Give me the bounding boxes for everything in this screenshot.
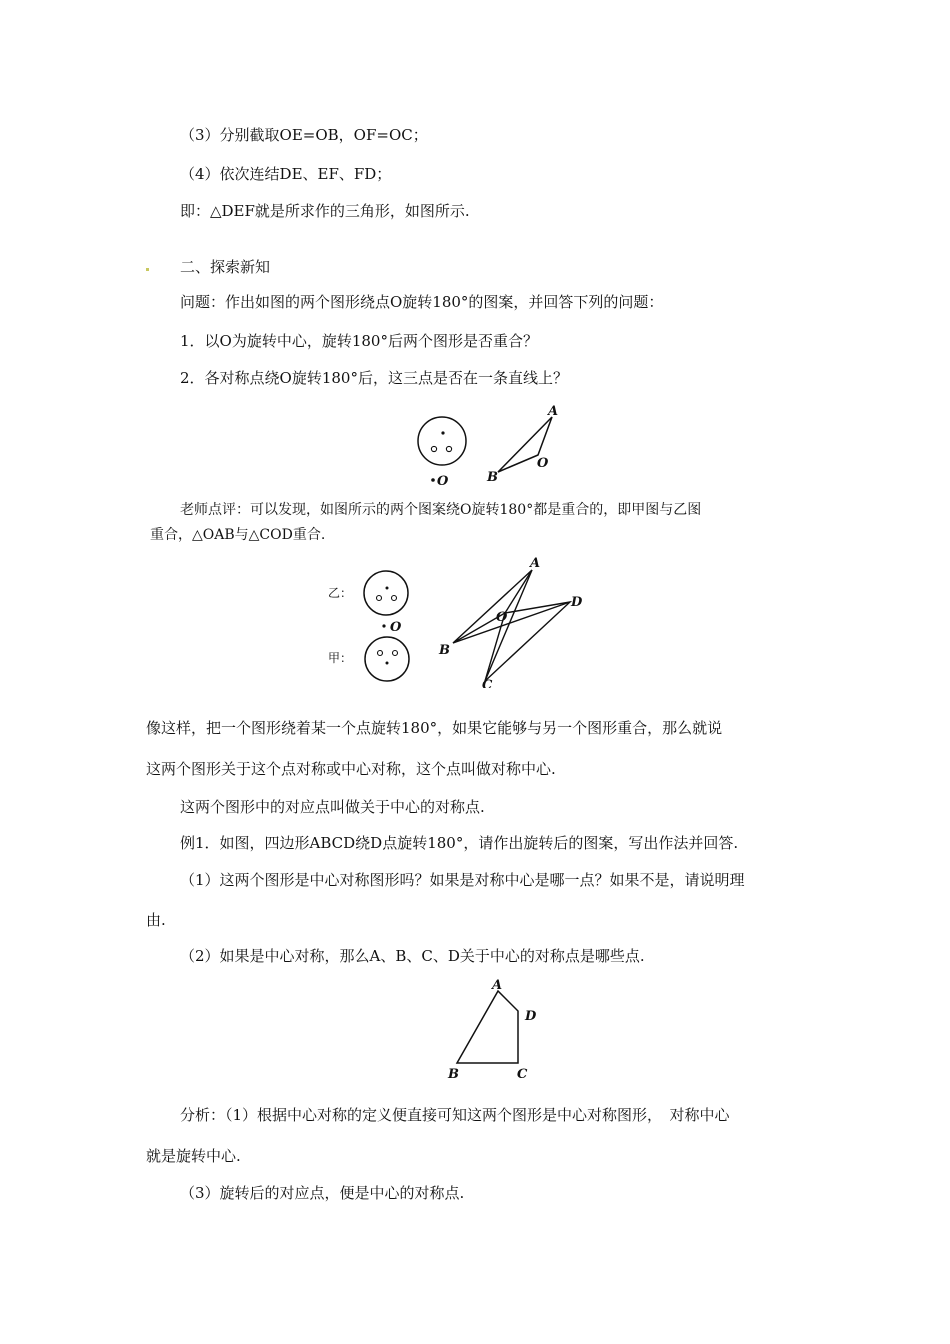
triangle-OAB [453, 570, 532, 643]
text-teacher-comment-2: 重合，△OAB与△COD重合. [150, 527, 326, 543]
label-O: O [390, 620, 402, 635]
label-yi: 乙： [328, 586, 353, 600]
figure-2 [320, 553, 590, 688]
circle-jia [365, 637, 409, 681]
text-step-3: （3）分别截取OE=OB，OF=OC； [180, 126, 428, 144]
figure-3 [440, 975, 550, 1085]
text-definition-3: 这两个图形中的对应点叫做关于中心的对称点. [180, 798, 485, 816]
label-C: C [482, 678, 493, 688]
label-A: A [548, 404, 559, 419]
text-conclusion: 即：△DEF就是所求作的三角形，如图所示. [180, 202, 470, 220]
text-step-4: （4）依次连结DE、EF、FD； [180, 165, 392, 183]
label-B: B [448, 1067, 459, 1082]
text-example-q1-cont: 由. [146, 911, 166, 929]
label-B: B [487, 470, 498, 485]
text-question-2: 2．各对称点绕O旋转180°后，这三点是否在一条直线上？ [180, 369, 568, 387]
circle-shape [418, 417, 466, 465]
text-example-1: 例1．如图，四边形ABCD绕D点旋转180°，请作出旋转后的图案，写出作法并回答. [180, 834, 739, 852]
text-analysis-2: 就是旋转中心. [146, 1147, 241, 1165]
label-O2: O [496, 610, 508, 625]
bullet-mark [146, 268, 149, 271]
label-B: B [439, 643, 450, 658]
label-A: A [530, 556, 541, 571]
text-problem: 问题：作出如图的两个图形绕点O旋转180°的图案，并回答下列的问题： [180, 293, 664, 311]
text-teacher-comment: 老师点评：可以发现，如图所示的两个图案绕O旋转180°都是重合的，即甲图与乙图 [180, 502, 702, 518]
figure-1 [410, 400, 570, 495]
quadrilateral-ABCD [457, 991, 518, 1063]
label-D: D [571, 595, 583, 610]
text-question-1: 1．以O为旋转中心，旋转180°后两个图形是否重合？ [180, 332, 538, 350]
text-example-q2: （2）如果是中心对称，那么A、B、C、D关于中心的对称点是哪些点. [180, 947, 645, 965]
label-C: C [517, 1067, 528, 1082]
text-definition-2: 这两个图形关于这个点对称或中心对称，这个点叫做对称中心. [146, 760, 556, 778]
text-analysis-1: 分析：（1）根据中心对称的定义便直接可知这两个图形是中心对称图形， 对称中心 [180, 1106, 730, 1124]
label-D: D [525, 1009, 537, 1024]
text-example-q1: （1）这两个图形是中心对称图形吗？如果是对称中心是哪一点？如果不是，请说明理 [180, 871, 745, 889]
text-analysis-3: （3）旋转后的对应点，便是中心的对称点. [180, 1184, 465, 1202]
label-jia: 甲： [328, 651, 353, 665]
circle-yi [364, 571, 408, 615]
label-A: A [492, 978, 503, 993]
section-heading: 二、探索新知 [180, 258, 271, 276]
label-O: O [437, 474, 449, 489]
text-definition-1: 像这样，把一个图形绕着某一个点旋转180°，如果它能够与另一个图形重合，那么就说 [146, 719, 723, 737]
label-O2: O [537, 456, 549, 471]
